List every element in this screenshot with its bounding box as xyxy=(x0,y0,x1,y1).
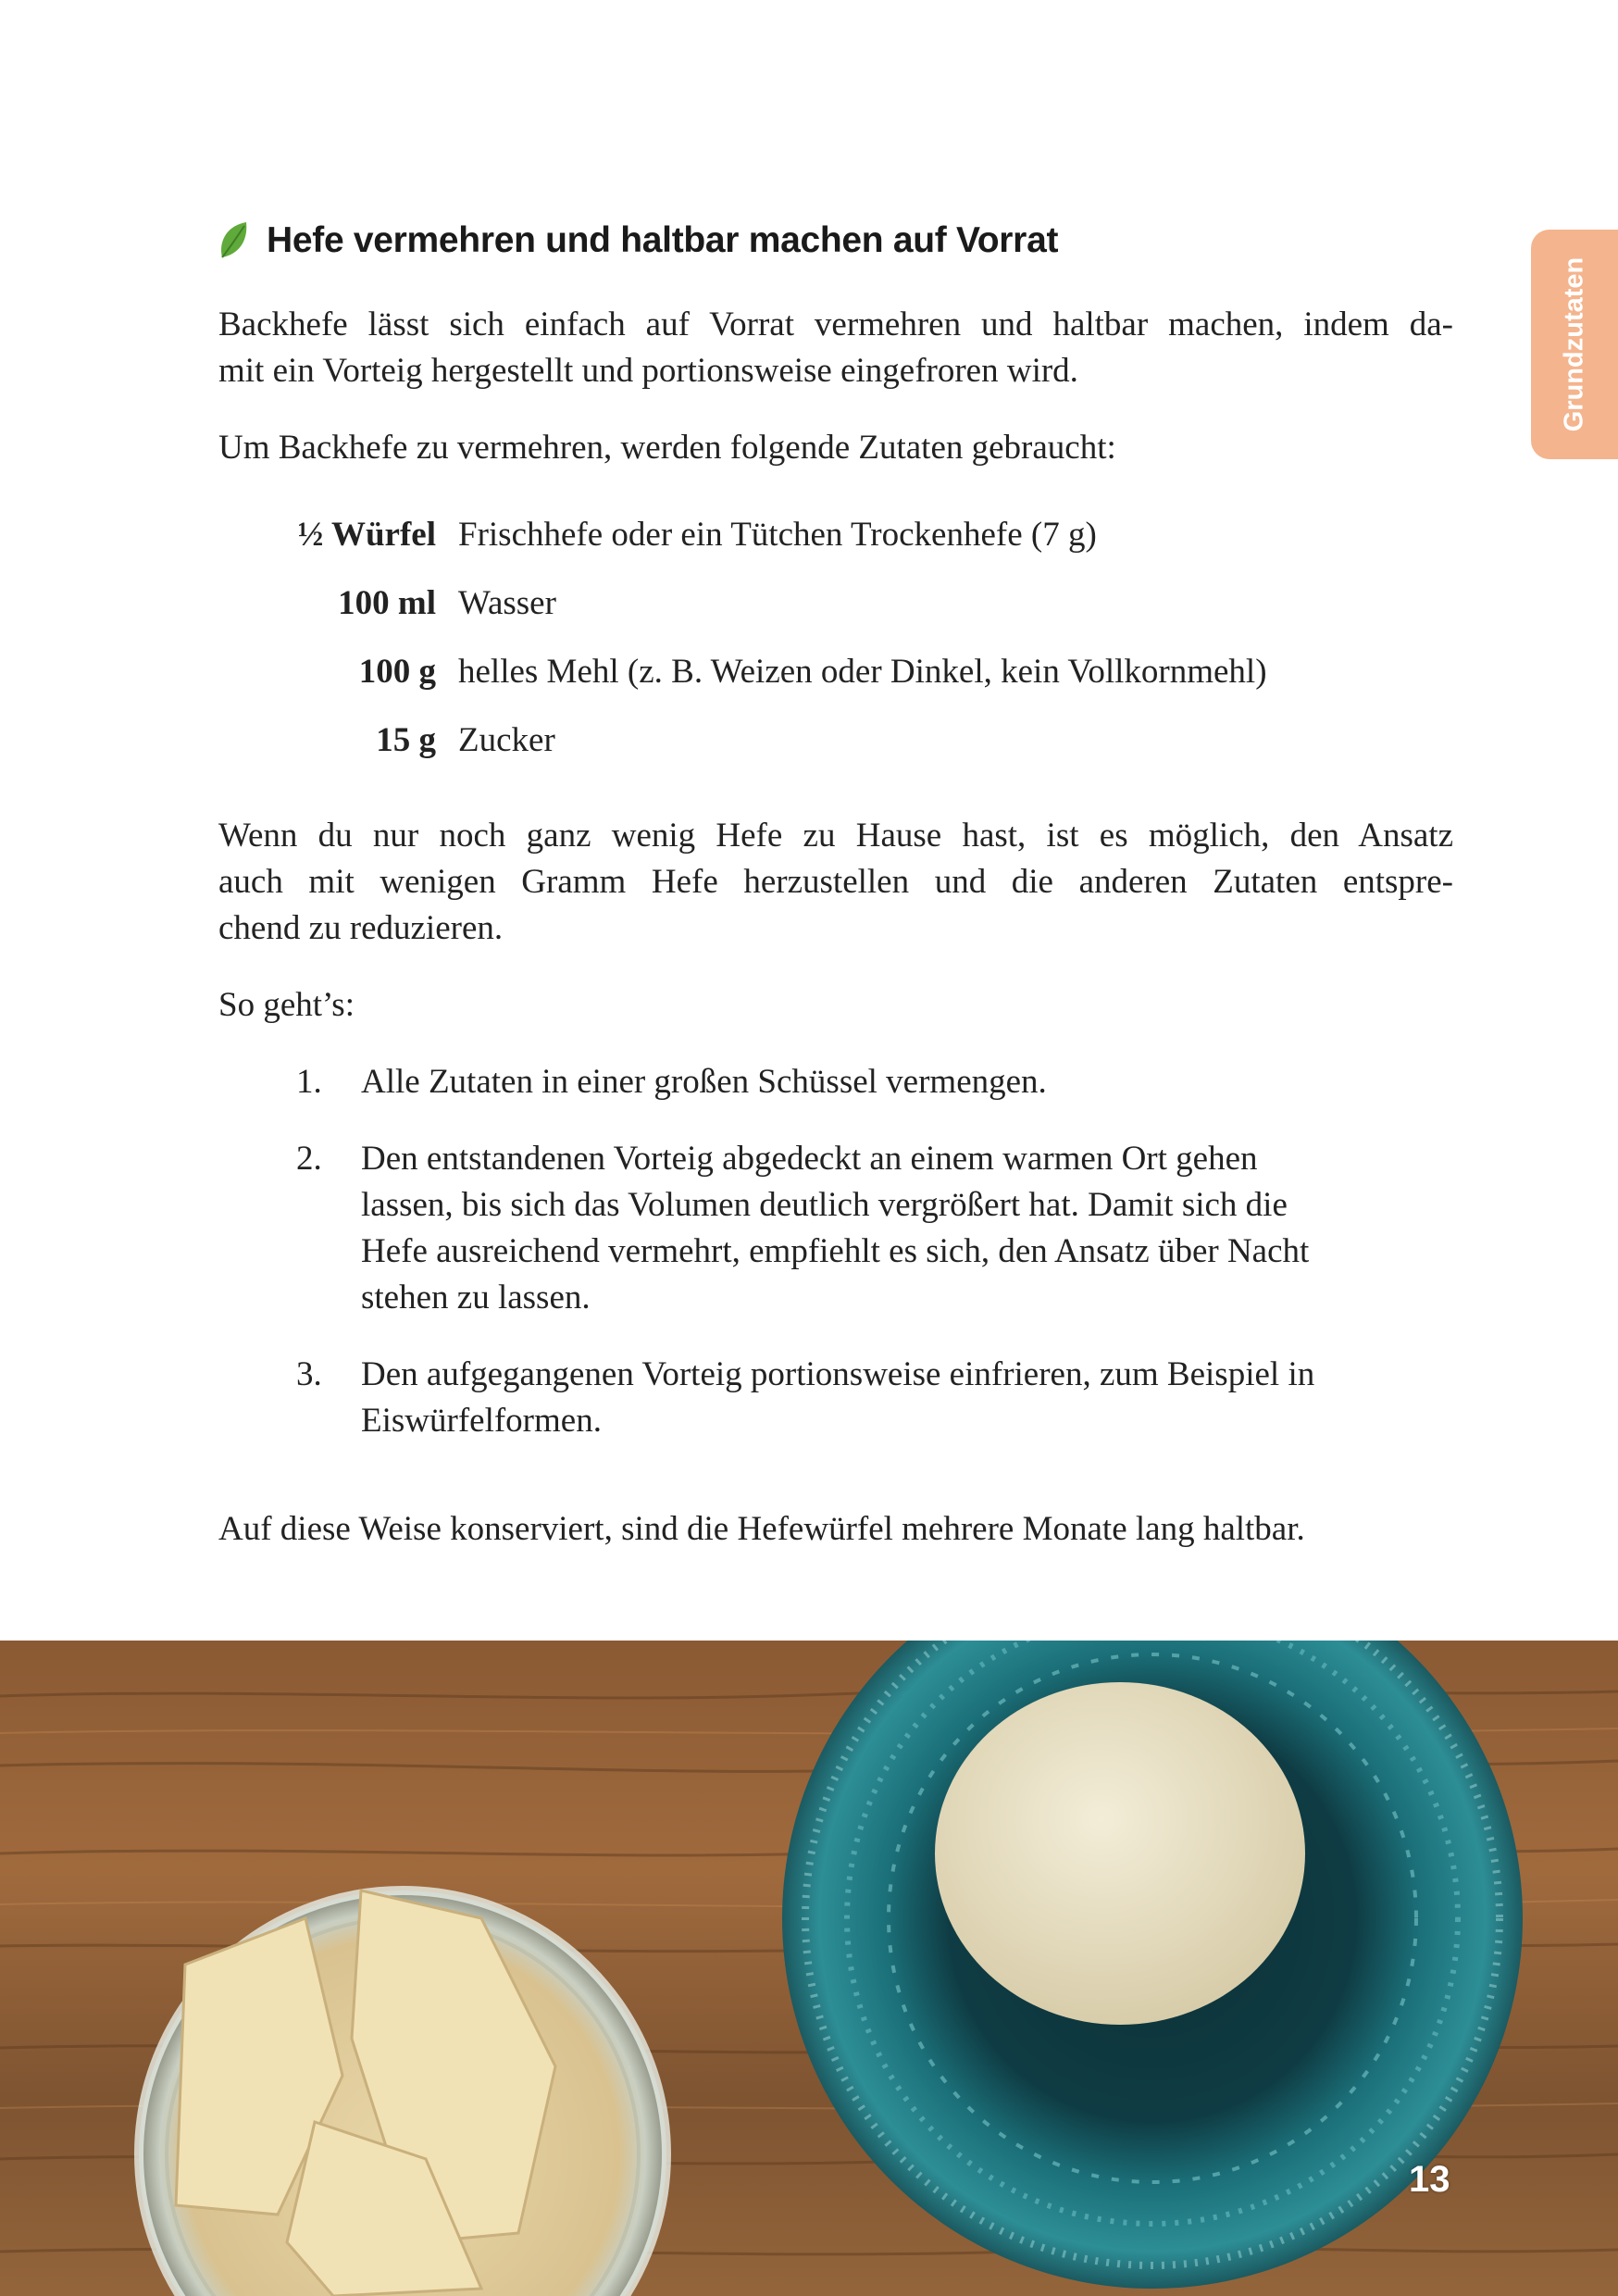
step-text xyxy=(361,1136,1453,1321)
step-item xyxy=(218,1352,1453,1444)
leaf-icon xyxy=(217,220,250,261)
closing-paragraph: Auf diese Weise konserviert, sind die Hefewürfel mehrere Monate lang haltbar. xyxy=(218,1510,1305,1548)
chapter-tab-label: Grundzutaten xyxy=(1559,256,1589,432)
note-line: chend zu reduzieren. xyxy=(218,909,504,947)
step-line: Den entstandenen Vorteig abgedeckt an einem warmen Ort gehen xyxy=(361,1140,1258,1178)
ingredient-name: Wasser xyxy=(458,583,556,622)
step-item xyxy=(218,1059,1453,1105)
ingredient-amount: ½ Würfel xyxy=(297,515,436,554)
ingredient-row xyxy=(218,500,1267,568)
step-line: stehen zu lassen. xyxy=(361,1279,591,1316)
ingredient-amount: 100 g xyxy=(358,652,436,691)
step-text xyxy=(361,1059,1453,1105)
note-line: auch mit wenigen Gramm Hefe herzustellen und die anderen Zutaten entspre- xyxy=(218,863,1453,901)
intro-paragraph xyxy=(218,302,1453,394)
ingredient-name: Zucker xyxy=(458,720,555,759)
step-text xyxy=(361,1352,1453,1444)
note-line: Wenn du nur noch ganz wenig Hefe zu Hause hast, ist es möglich, den Ansatz xyxy=(218,817,1453,855)
note-paragraph xyxy=(218,813,1453,952)
dough-portion xyxy=(935,1682,1305,2025)
step-number: 3. xyxy=(296,1355,322,1393)
ingredient-row xyxy=(218,568,1267,637)
step-item xyxy=(218,1136,1453,1321)
step-line: Alle Zutaten in einer großen Schüssel vermengen. xyxy=(361,1063,1047,1101)
ingredient-amount: 15 g xyxy=(376,720,436,759)
page-number: 13 xyxy=(1409,2159,1450,2200)
yeast-photo xyxy=(0,1641,1618,2296)
step-line: Eiswürfelformen. xyxy=(361,1402,602,1440)
chapter-tab[interactable] xyxy=(1531,230,1618,459)
ingredients-intro: Um Backhefe zu vermehren, werden folgende Zutaten gebraucht: xyxy=(218,429,1116,467)
intro-line: Backhefe lässt sich einfach auf Vorrat vermehren und haltbar machen, indem da- xyxy=(218,306,1453,343)
ingredient-row xyxy=(218,705,1267,774)
ingredient-name: helles Mehl (z. B. Weizen oder Dinkel, kein Vollkornmehl) xyxy=(458,652,1267,691)
step-line: Hefe ausreichend vermehrt, empfiehlt es sich, den Ansatz über Nacht xyxy=(361,1232,1310,1270)
step-number: 1. xyxy=(296,1063,322,1101)
step-number: 2. xyxy=(296,1140,322,1178)
ingredient-name: Frischhefe oder ein Tütchen Trockenhefe (7 g) xyxy=(458,515,1097,554)
step-line: Den aufgegangenen Vorteig portionsweise einfrieren, zum Beispiel in xyxy=(361,1355,1315,1393)
section-heading xyxy=(217,220,1058,261)
ingredient-row xyxy=(218,637,1267,705)
steps-intro: So geht’s: xyxy=(218,986,355,1024)
intro-line: mit ein Vorteig hergestellt und portionsweise eingefroren wird. xyxy=(218,352,1078,390)
step-line: lassen, bis sich das Volumen deutlich vergrößert hat. Damit sich die xyxy=(361,1186,1288,1224)
section-title: Hefe vermehren und haltbar machen auf Vorrat xyxy=(267,220,1059,260)
ingredients-table xyxy=(218,500,1267,774)
ingredient-amount: 100 ml xyxy=(338,583,436,622)
